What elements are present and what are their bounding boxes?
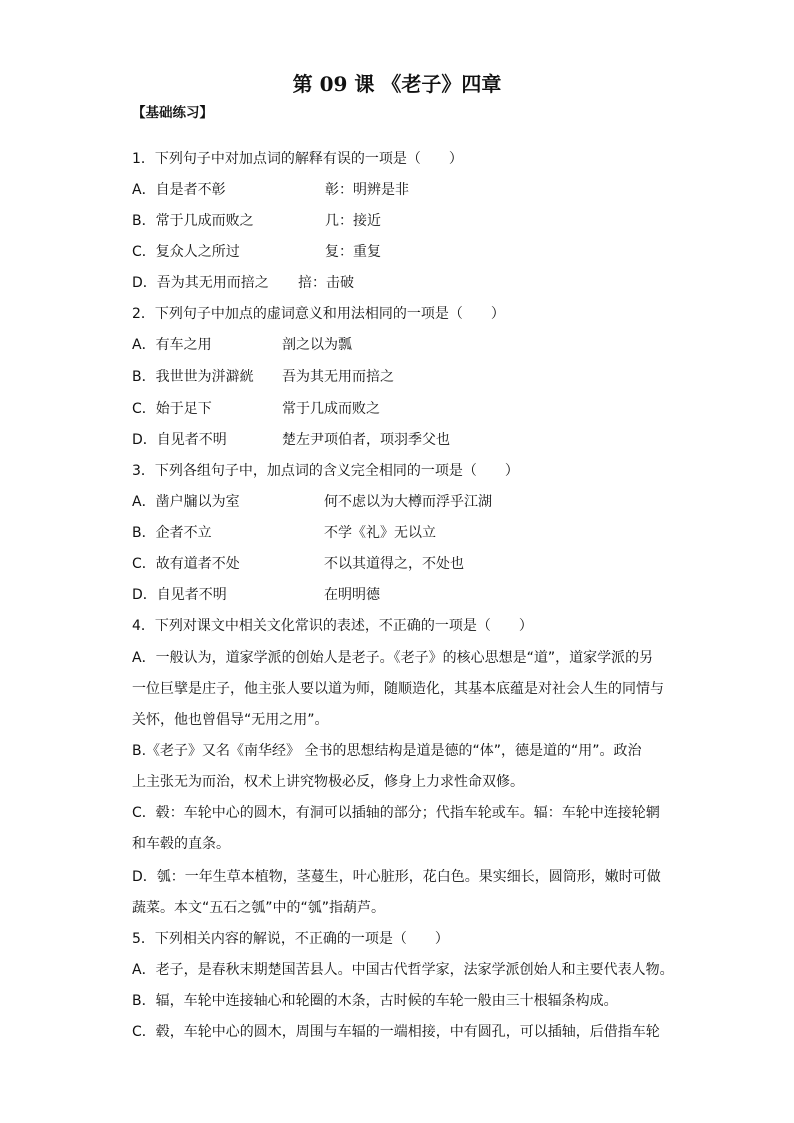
q3-option-a — [132, 492, 492, 512]
question-3-stem: 3．下列各组句子中，加点词的含义完全相同的一项是（ ） — [132, 463, 519, 479]
q4-text-line: 蔬菜。本文“五石之瓠”中的“瓠”指葫芦。 — [132, 900, 386, 916]
q1-option-c — [132, 242, 381, 262]
q4-text-line: D．瓠：一年生草本植物，茎蔓生，叶心脏形，花白色。果实细长，圆筒形，嫩时可做 — [132, 869, 661, 885]
question-2-stem: 2．下列句子中加点的虚词意义和用法相同的一项是（ ） — [132, 306, 505, 322]
option-sentence: A．自是者不彰 — [132, 182, 226, 198]
q4-text-line: 和车毂的直条。 — [132, 836, 230, 852]
question-5-stem: 5．下列相关内容的解说，不正确的一项是（ ） — [132, 931, 449, 947]
option-counterpart: 楚左尹项伯者，项羽季父也 — [282, 432, 450, 448]
option-sentence: C．故有道者不处 — [132, 556, 240, 572]
q4-text-line: 上主张无为而治，权术上讲究物极必反，修身上力求性命双修。 — [132, 774, 524, 790]
option-sentence: D．自见者不明 — [132, 432, 227, 448]
option-explanation: 掊：击破 — [298, 275, 354, 291]
option-counterpart: 剖之以为瓢 — [282, 337, 352, 353]
option-sentence: B．常于几成而败之 — [132, 213, 254, 229]
option-counterpart: 何不虑以为大樽而浮乎江湖 — [324, 494, 492, 510]
option-sentence: D．自见者不明 — [132, 587, 227, 603]
option-counterpart: 常于几成而败之 — [282, 401, 380, 417]
q3-option-c — [132, 554, 464, 574]
q2-option-a — [132, 335, 352, 355]
q3-option-d — [132, 585, 380, 605]
question-4-stem: 4．下列对课文中相关文化常识的表述，不正确的一项是（ ） — [132, 618, 533, 634]
q1-option-b — [132, 211, 381, 231]
option-counterpart: 不以其道得之，不处也 — [324, 556, 464, 572]
page-title: 第 09 课 《老子》四章 — [292, 72, 502, 96]
question-1-stem: 1．下列句子中对加点词的解释有误的一项是（ ） — [132, 151, 463, 167]
q4-text-line: 一位巨擘是庄子，他主张人要以道为师，随顺造化，其基本底蕴是对社会人生的同情与 — [132, 681, 664, 697]
q3-option-b — [132, 523, 436, 543]
option-counterpart: 在明明德 — [324, 587, 380, 603]
option-explanation: 彰：明辨是非 — [325, 182, 409, 198]
option-explanation: 几：接近 — [325, 213, 381, 229]
section-heading: 【基础练习】 — [132, 105, 213, 121]
option-explanation: 复：重复 — [325, 244, 381, 260]
option-sentence: B．企者不立 — [132, 525, 212, 541]
q5-text-line: B．辐，车轮中连接轴心和轮圈的木条，古时候的车轮一般由三十根辐条构成。 — [132, 993, 618, 1009]
q1-option-a — [132, 180, 409, 200]
q4-text-line: A．一般认为，道家学派的创始人是老子。《老子》的核心思想是“道”，道家学派的另 — [132, 650, 654, 666]
option-sentence: A．凿户牖以为室 — [132, 494, 240, 510]
q5-text-line: C．毂，车轮中心的圆木，周围与车辐的一端相接，中有圆孔，可以插轴，后借指车轮 — [132, 1024, 660, 1040]
q2-option-d — [132, 430, 450, 450]
q1-option-d — [132, 273, 354, 293]
q4-text-line: B.《老子》又名《南华经》 全书的思想结构是道是德的“体”，德是道的“用”。政治 — [132, 743, 642, 759]
option-sentence: B．我世世为洴澼絖 — [132, 369, 254, 385]
option-counterpart: 吾为其无用而掊之 — [282, 369, 394, 385]
option-sentence: D．吾为其无用而掊之 — [132, 275, 269, 291]
q2-option-c — [132, 399, 380, 419]
q4-text-line: 关怀，他也曾倡导“无用之用”。 — [132, 712, 329, 728]
option-sentence: A．有车之用 — [132, 337, 212, 353]
q4-text-line: C．毂：车轮中心的圆木，有洞可以插轴的部分；代指车轮或车。辐：车轮中连接轮辋 — [132, 805, 660, 821]
option-sentence: C．始于足下 — [132, 401, 212, 417]
q5-text-line: A．老子，是春秋末期楚国苦县人。中国古代哲学家，法家学派创始人和主要代表人物。 — [132, 962, 674, 978]
q2-option-b — [132, 367, 394, 387]
option-counterpart: 不学《礼》无以立 — [324, 525, 436, 541]
option-sentence: C．复众人之所过 — [132, 244, 240, 260]
